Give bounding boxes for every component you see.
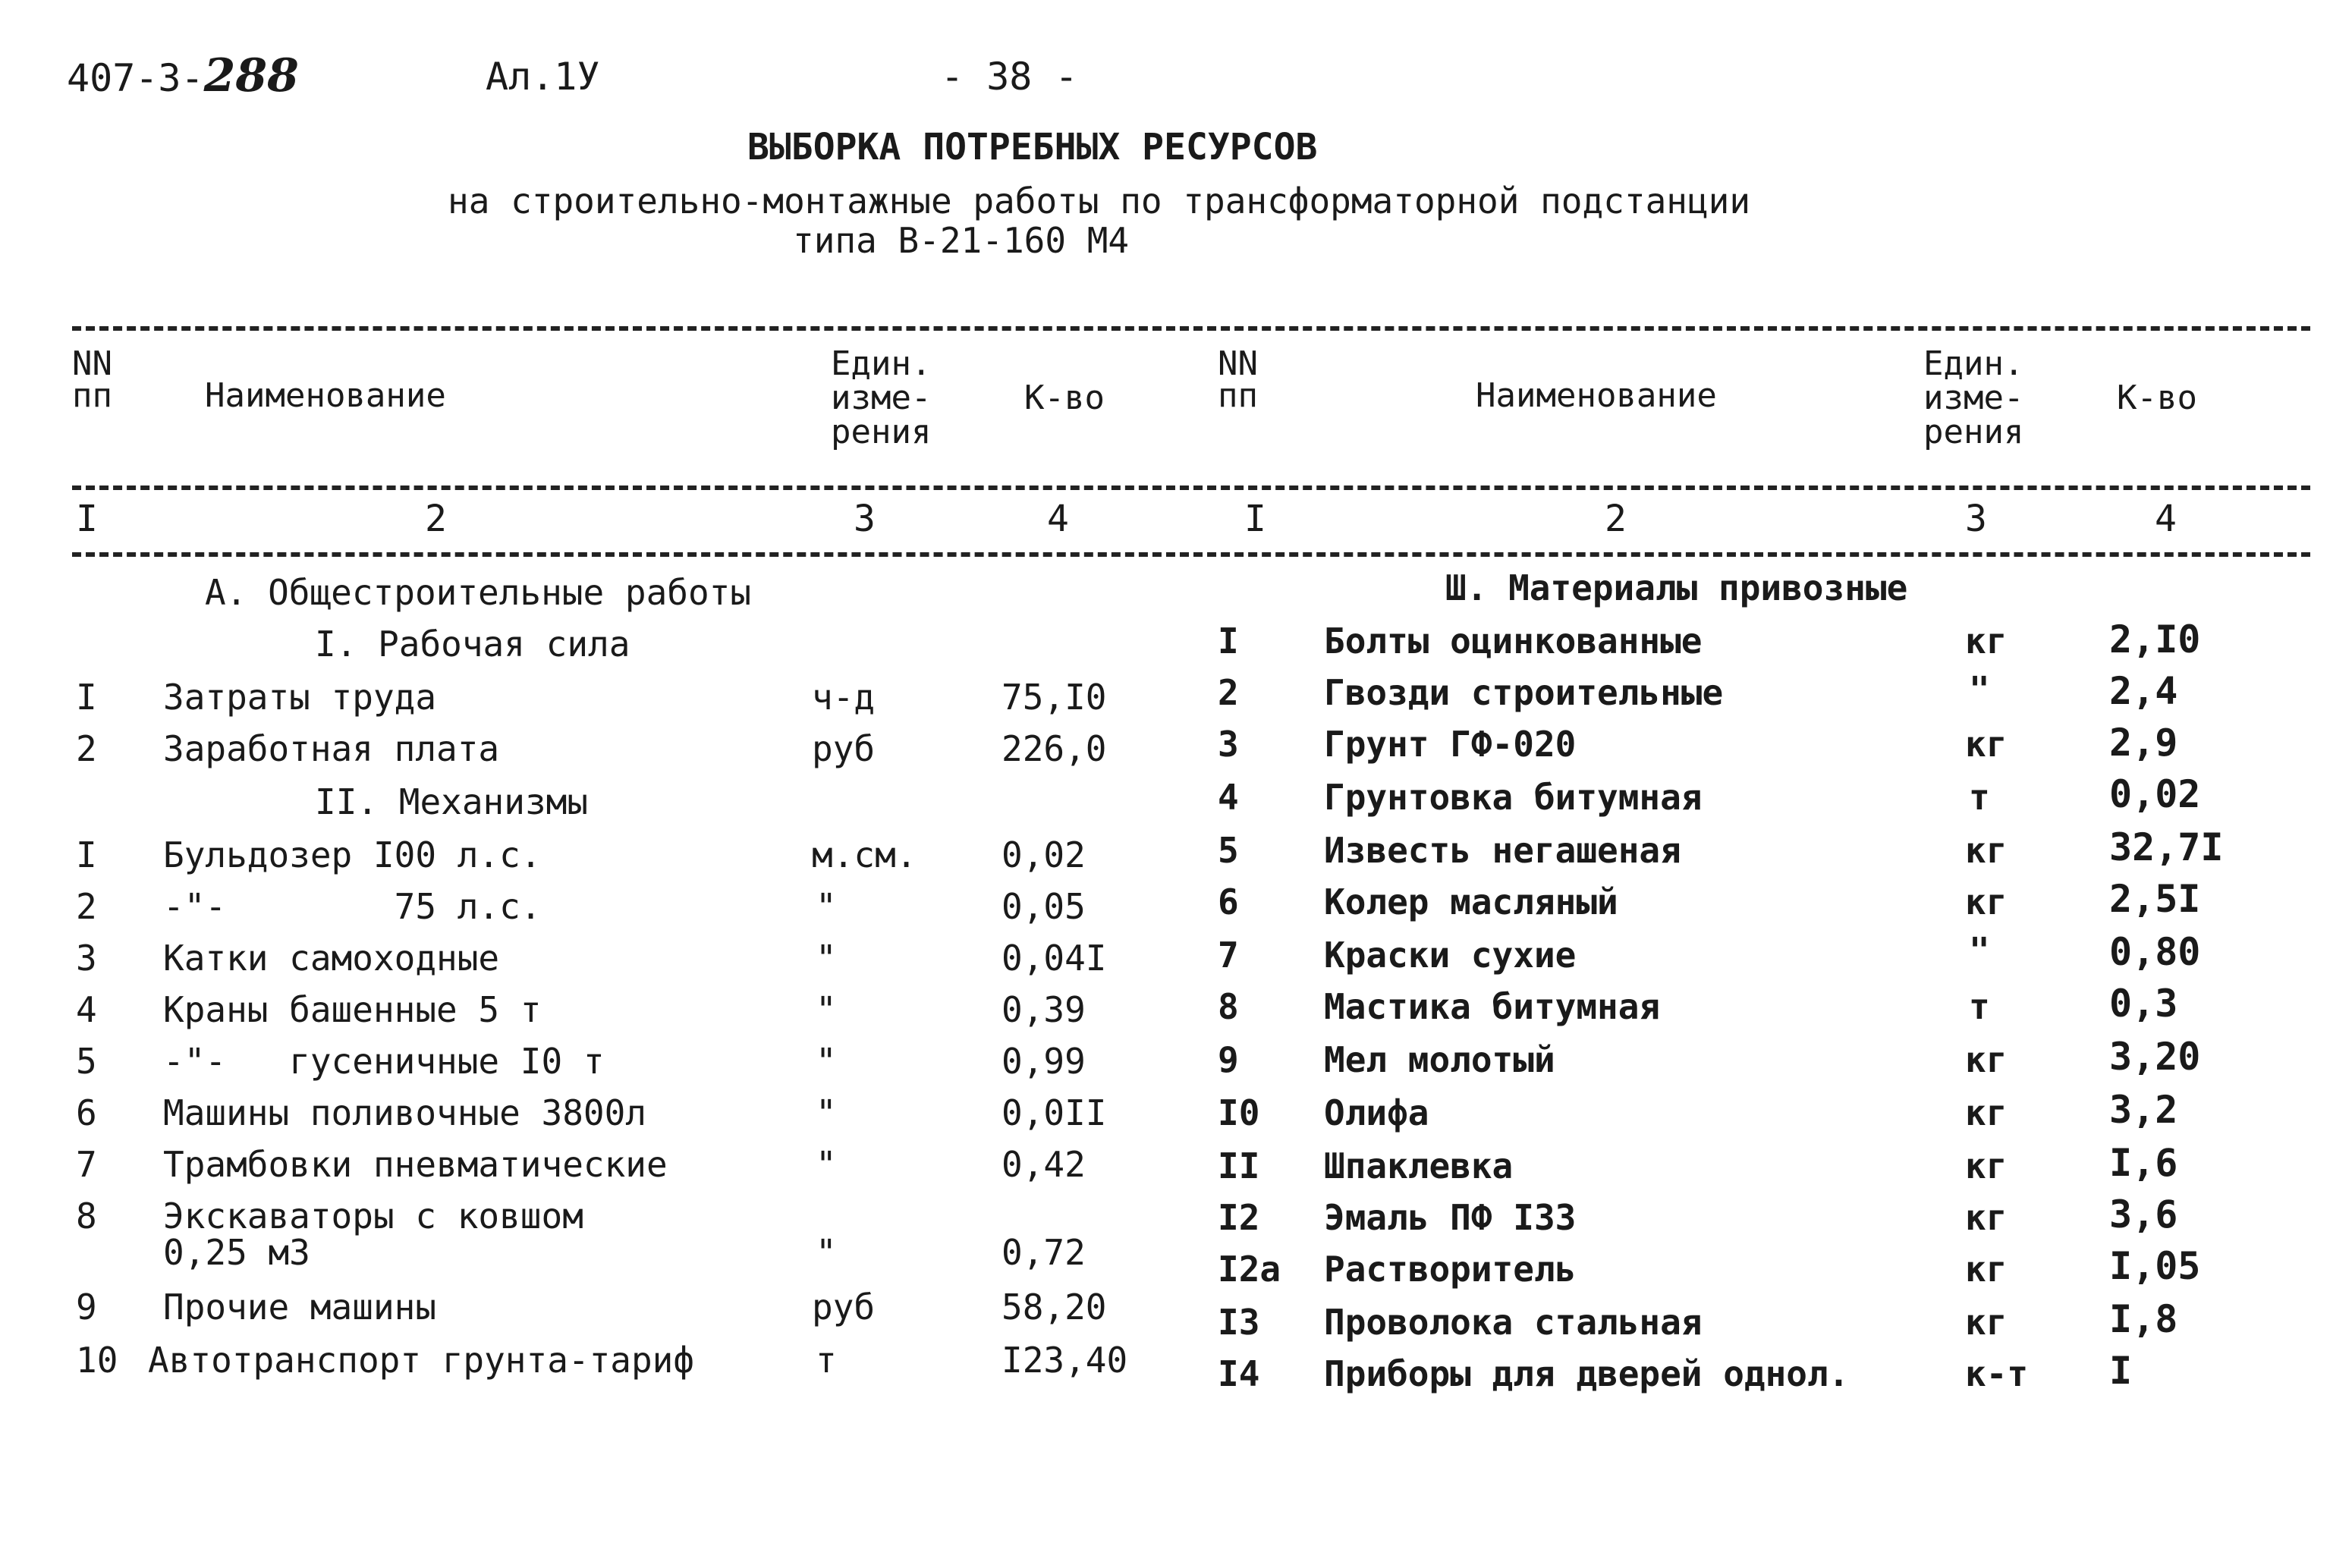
subsection-heading-labor: I. Рабочая сила (315, 624, 630, 665)
right-index-1: I (1244, 498, 1266, 540)
table-rule-index (72, 552, 2310, 557)
subsection-heading-machines: II. Механизмы (315, 781, 589, 822)
page-number: - 38 - (941, 55, 1078, 99)
left-index-4: 4 (1047, 498, 1069, 540)
document-code (67, 49, 299, 102)
right-index-3: 3 (1965, 498, 1987, 540)
document-code-prefix: 407-3- (67, 56, 204, 100)
right-column-header-name: Наименование (1476, 376, 1717, 415)
section-heading-materials: Ш. Материалы привозные (1445, 567, 1908, 608)
table-rule-header (72, 485, 2310, 490)
document-code-handwritten: 288 (203, 49, 299, 102)
right-index-4: 4 (2155, 498, 2177, 540)
table-rule-top (72, 326, 2310, 331)
left-column-header-qty: К-во (1024, 379, 1105, 417)
document-subtitle: на строительно-монтажные работы по трансформаторной подстанции (448, 181, 1751, 222)
left-column-header-name: Наименование (205, 376, 446, 415)
left-index-3: 3 (854, 498, 876, 540)
document-subtitle-type: типа В-21-160 М4 (793, 220, 1130, 261)
left-index-2: 2 (425, 498, 447, 540)
album-label: Ал.1У (486, 55, 600, 99)
section-heading-general-works: А. Общестроительные работы (205, 572, 752, 613)
right-index-2: 2 (1605, 498, 1627, 540)
right-column-header-qty: К-во (2117, 379, 2197, 417)
left-index-1: I (76, 498, 98, 540)
document-title: ВЫБОРКА ПОТРЕБНЫХ РЕСУРСОВ (747, 126, 1318, 168)
